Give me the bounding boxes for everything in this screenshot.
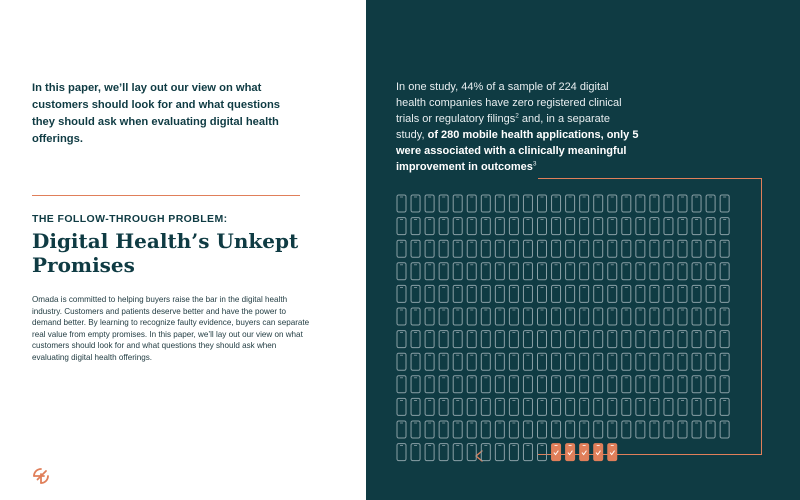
phone-icon [664, 376, 673, 393]
phone-icon [636, 263, 645, 280]
phone-icon [523, 263, 532, 280]
phone-icon [678, 376, 687, 393]
phone-icon [650, 376, 659, 393]
phone-icon [650, 240, 659, 257]
phone-icon [453, 421, 462, 438]
phone-icon [608, 376, 617, 393]
phone-icon [706, 398, 715, 415]
phone-icon [664, 421, 673, 438]
phone-icon [439, 195, 448, 212]
phone-icon [411, 421, 420, 438]
phone-icon [538, 353, 547, 370]
phone-icon [552, 331, 561, 348]
phone-icon [566, 376, 575, 393]
phone-icon [481, 195, 490, 212]
phone-icon [509, 218, 518, 235]
phone-icon [636, 421, 645, 438]
phone-icon [720, 195, 729, 212]
phone-icon [523, 353, 532, 370]
phone-icon [439, 398, 448, 415]
phone-icon [594, 218, 603, 235]
phone-icon [636, 218, 645, 235]
phone-icon [622, 195, 631, 212]
phone-icon [481, 263, 490, 280]
omada-logo-icon [31, 466, 51, 486]
phone-icon [664, 285, 673, 302]
phone-icon [692, 308, 701, 325]
phone-icon [594, 240, 603, 257]
phone-icon [580, 376, 589, 393]
phone-icon [397, 444, 406, 461]
phone-icon [538, 308, 547, 325]
phone-icon [692, 376, 701, 393]
phone-icon [720, 331, 729, 348]
phone-icon [495, 398, 504, 415]
phone-icon [439, 263, 448, 280]
phone-icon [481, 421, 490, 438]
study-paragraph [396, 79, 640, 175]
phone-icon [580, 308, 589, 325]
phone-icon [706, 195, 715, 212]
phone-icon [523, 331, 532, 348]
phone-icon [636, 331, 645, 348]
phone-icon [566, 195, 575, 212]
phone-icon [552, 218, 561, 235]
phone-icon [552, 398, 561, 415]
phone-icon [706, 285, 715, 302]
phone-icon [608, 263, 617, 280]
phone-icon [425, 285, 434, 302]
phone-icon [566, 421, 575, 438]
phone-icon [453, 263, 462, 280]
phone-icon [481, 218, 490, 235]
phone-icon [495, 331, 504, 348]
phone-icon [580, 240, 589, 257]
phone-icon [552, 421, 561, 438]
phone-icon [622, 308, 631, 325]
phone-icon [594, 263, 603, 280]
phone-icon [538, 398, 547, 415]
phone-icon [720, 263, 729, 280]
phone-icon [594, 398, 603, 415]
phone-icon [439, 444, 448, 461]
phone-icon [397, 398, 406, 415]
phone-icon [608, 421, 617, 438]
section-divider [32, 195, 300, 196]
phone-icon [523, 195, 532, 212]
phone-icon [678, 218, 687, 235]
phone-icon [425, 353, 434, 370]
phone-icon [608, 218, 617, 235]
phone-icon [552, 353, 561, 370]
phone-icon [650, 263, 659, 280]
phone-grid [396, 194, 736, 468]
phone-icon [622, 240, 631, 257]
phone-icon [636, 398, 645, 415]
phone-icon [509, 263, 518, 280]
phone-icon [678, 331, 687, 348]
phone-icon [481, 376, 490, 393]
phone-icon [509, 421, 518, 438]
phone-icon [720, 218, 729, 235]
phone-icon [552, 240, 561, 257]
phone-icon [650, 331, 659, 348]
phone-icon [453, 285, 462, 302]
phone-icon [636, 285, 645, 302]
phone-icon [692, 398, 701, 415]
phone-icon [481, 444, 490, 461]
phone-icon-highlighted [608, 444, 617, 461]
phone-icon [580, 263, 589, 280]
phone-icon [692, 353, 701, 370]
phone-icon [467, 308, 476, 325]
phone-icon [650, 421, 659, 438]
phone-icon [692, 240, 701, 257]
phone-icon [622, 263, 631, 280]
phone-icon [706, 353, 715, 370]
phone-icon [552, 285, 561, 302]
phone-icon [678, 353, 687, 370]
phone-icon [495, 376, 504, 393]
study-text-part1: In one study, 44% of a sample of 224 digital health companies have zero registered clinical trials or regulatory filings [396, 81, 622, 125]
phone-icon [566, 331, 575, 348]
phone-icon [706, 376, 715, 393]
phone-icon [538, 331, 547, 348]
phone-icon [594, 195, 603, 212]
phone-icon [397, 376, 406, 393]
phone-icon [608, 240, 617, 257]
phone-icon [664, 195, 673, 212]
phone-icon [566, 353, 575, 370]
phone-icon [594, 285, 603, 302]
phone-icon [692, 263, 701, 280]
phone-icon [650, 218, 659, 235]
phone-icon [706, 240, 715, 257]
phone-icon [636, 195, 645, 212]
phone-icon [439, 218, 448, 235]
phone-icon [439, 285, 448, 302]
phone-icon [720, 308, 729, 325]
phone-icon [425, 263, 434, 280]
phone-icon [538, 240, 547, 257]
phone-icon [509, 285, 518, 302]
phone-icon [453, 398, 462, 415]
phone-icon [650, 308, 659, 325]
section-body: Omada is committed to helping buyers raise the bar in the digital health industry. Customers and patients deserve better and have the power to demand better. By learning to recognize faulty evidence, buyers can separate real value from empty promises. In this paper, we’ll lay out our view on what customers should look for and what questions they should ask when evaluating digital health offerings. [32, 295, 310, 362]
phone-icon [453, 240, 462, 257]
phone-icon [594, 376, 603, 393]
phone-icon [594, 353, 603, 370]
phone-icon [453, 353, 462, 370]
phone-icon [509, 195, 518, 212]
phone-icon-highlighted [552, 444, 561, 461]
phone-icon [523, 421, 532, 438]
phone-icon [594, 331, 603, 348]
phone-icon [481, 398, 490, 415]
phone-icon [467, 444, 476, 461]
phone-icon [453, 376, 462, 393]
phone-icon [411, 240, 420, 257]
footnote-ref-3: 3 [532, 160, 537, 168]
phone-icon [467, 285, 476, 302]
phone-icon [566, 308, 575, 325]
phone-icon [538, 444, 547, 461]
phone-icon [706, 308, 715, 325]
phone-icon [439, 376, 448, 393]
phone-icon [509, 331, 518, 348]
phone-icon [566, 218, 575, 235]
phone-icon [594, 308, 603, 325]
phone-icon [720, 240, 729, 257]
phone-icon [439, 331, 448, 348]
phone-icon [664, 240, 673, 257]
phone-icon [664, 263, 673, 280]
phone-icon [425, 331, 434, 348]
phone-icon [692, 195, 701, 212]
phone-icon [397, 263, 406, 280]
phone-icon [608, 353, 617, 370]
phone-icon [608, 308, 617, 325]
phone-icon [481, 308, 490, 325]
phone-icon [552, 376, 561, 393]
phone-icon [678, 195, 687, 212]
phone-icon [411, 285, 420, 302]
phone-icon [580, 195, 589, 212]
phone-icon [411, 331, 420, 348]
phone-icon [453, 308, 462, 325]
phone-icon [439, 240, 448, 257]
phone-icon [523, 218, 532, 235]
phone-icon [495, 353, 504, 370]
phone-icon [467, 218, 476, 235]
phone-icon [397, 195, 406, 212]
phone-icon [523, 398, 532, 415]
phone-icon [425, 240, 434, 257]
phone-icon [481, 331, 490, 348]
phone-icon [495, 421, 504, 438]
phone-icon-highlighted [566, 444, 575, 461]
phone-icon [439, 421, 448, 438]
phone-icon [425, 444, 434, 461]
phone-icon [622, 285, 631, 302]
phone-icon [622, 376, 631, 393]
phone-icon [678, 421, 687, 438]
phone-icon [580, 331, 589, 348]
phone-icon [509, 376, 518, 393]
phone-icon [538, 195, 547, 212]
phone-icon [411, 398, 420, 415]
phone-icon [608, 398, 617, 415]
phone-icon [467, 353, 476, 370]
phone-icon [495, 195, 504, 212]
phone-icon [678, 263, 687, 280]
phone-icon [467, 421, 476, 438]
phone-icon [453, 331, 462, 348]
phone-icon [425, 376, 434, 393]
phone-icon [467, 263, 476, 280]
phone-icon [439, 353, 448, 370]
phone-icon [552, 263, 561, 280]
phone-icon [397, 421, 406, 438]
section-eyebrow: THE FOLLOW-THROUGH PROBLEM: [32, 213, 228, 225]
phone-icon [664, 398, 673, 415]
phone-icon [720, 376, 729, 393]
lead-paragraph: In this paper, we’ll lay out our view on what customers should look for and what questions they should ask when evaluating digital health offerings. [32, 82, 281, 145]
section-title: Digital Health’s Unkept Promises [32, 229, 299, 277]
phone-icon [439, 308, 448, 325]
phone-icon [425, 421, 434, 438]
phone-icon [425, 218, 434, 235]
phone-icon [608, 195, 617, 212]
phone-icon [636, 376, 645, 393]
phone-icon-highlighted [594, 444, 603, 461]
phone-icon [580, 353, 589, 370]
phone-icon [636, 353, 645, 370]
phone-icon [650, 195, 659, 212]
phone-icon [425, 398, 434, 415]
phone-icon [664, 308, 673, 325]
phone-icon [425, 195, 434, 212]
phone-icon [664, 218, 673, 235]
phone-icon [650, 398, 659, 415]
phone-icon [397, 308, 406, 325]
phone-icon [692, 331, 701, 348]
phone-icon [453, 195, 462, 212]
phone-icon [650, 285, 659, 302]
phone-icon [411, 218, 420, 235]
phone-icon [566, 263, 575, 280]
phone-icon [453, 218, 462, 235]
phone-icon [397, 218, 406, 235]
phone-icon [664, 353, 673, 370]
phone-icon [608, 285, 617, 302]
phone-icon [678, 285, 687, 302]
phone-icon [509, 444, 518, 461]
phone-icon [552, 195, 561, 212]
phone-icon [566, 285, 575, 302]
phone-icon [706, 218, 715, 235]
phone-icon [692, 285, 701, 302]
phone-icon [622, 331, 631, 348]
phone-icon [495, 285, 504, 302]
phone-icon [636, 308, 645, 325]
phone-icon [425, 308, 434, 325]
phone-icon [467, 240, 476, 257]
phone-icon [622, 398, 631, 415]
phone-icon [481, 353, 490, 370]
phone-icon [678, 398, 687, 415]
phone-icon [481, 240, 490, 257]
phone-icon [538, 263, 547, 280]
phone-icon [538, 421, 547, 438]
phone-icon [453, 444, 462, 461]
phone-icon [706, 331, 715, 348]
phone-icon [580, 218, 589, 235]
phone-icon [523, 444, 532, 461]
phone-icon [411, 263, 420, 280]
phone-icon [664, 331, 673, 348]
phone-icon [411, 376, 420, 393]
phone-icon [636, 240, 645, 257]
phone-icon [411, 195, 420, 212]
phone-icon [622, 353, 631, 370]
phone-icon [650, 353, 659, 370]
phone-icon [495, 308, 504, 325]
phone-icon [706, 263, 715, 280]
phone-icon [622, 218, 631, 235]
phone-icon [692, 421, 701, 438]
phone-icon [720, 285, 729, 302]
phone-icon [580, 285, 589, 302]
phone-icon [566, 398, 575, 415]
phone-icon [552, 308, 561, 325]
phone-icon [523, 376, 532, 393]
footnote-ref-2: 2 [515, 112, 519, 120]
phone-icon [467, 398, 476, 415]
phone-icon [706, 421, 715, 438]
phone-icon [720, 421, 729, 438]
phone-icon [538, 285, 547, 302]
phone-icon [495, 240, 504, 257]
study-text-highlight: of 280 mobile health applications, only 5 were associated with a clinically meaningful improvement in outcomes [396, 129, 639, 173]
left-panel [0, 0, 366, 500]
phone-icon [523, 285, 532, 302]
phone-icon [523, 240, 532, 257]
phone-icon [678, 308, 687, 325]
study-text-part2: and, in a separate study, [396, 113, 610, 141]
phone-icon [538, 218, 547, 235]
phone-icon [411, 308, 420, 325]
phone-icon [720, 398, 729, 415]
phone-icon [692, 218, 701, 235]
phone-icon [509, 240, 518, 257]
phone-icon [397, 240, 406, 257]
phone-icon [594, 421, 603, 438]
phone-icon [411, 444, 420, 461]
phone-grid-svg [396, 194, 736, 468]
phone-icon [622, 421, 631, 438]
phone-icon [467, 376, 476, 393]
phone-icon [495, 444, 504, 461]
phone-icon [495, 263, 504, 280]
phone-icon [538, 376, 547, 393]
phone-icon [523, 308, 532, 325]
phone-icon [467, 331, 476, 348]
phone-icon [397, 353, 406, 370]
phone-icon [495, 218, 504, 235]
phone-icon [509, 353, 518, 370]
phone-icon [411, 353, 420, 370]
phone-icon-highlighted [580, 444, 589, 461]
phone-icon [397, 331, 406, 348]
phone-icon [397, 285, 406, 302]
phone-icon [467, 195, 476, 212]
phone-icon [509, 398, 518, 415]
phone-icon [509, 308, 518, 325]
phone-icon [678, 240, 687, 257]
phone-icon [720, 353, 729, 370]
phone-icon [481, 285, 490, 302]
phone-icon [566, 240, 575, 257]
phone-icon [608, 331, 617, 348]
phone-icon [580, 421, 589, 438]
phone-icon [580, 398, 589, 415]
